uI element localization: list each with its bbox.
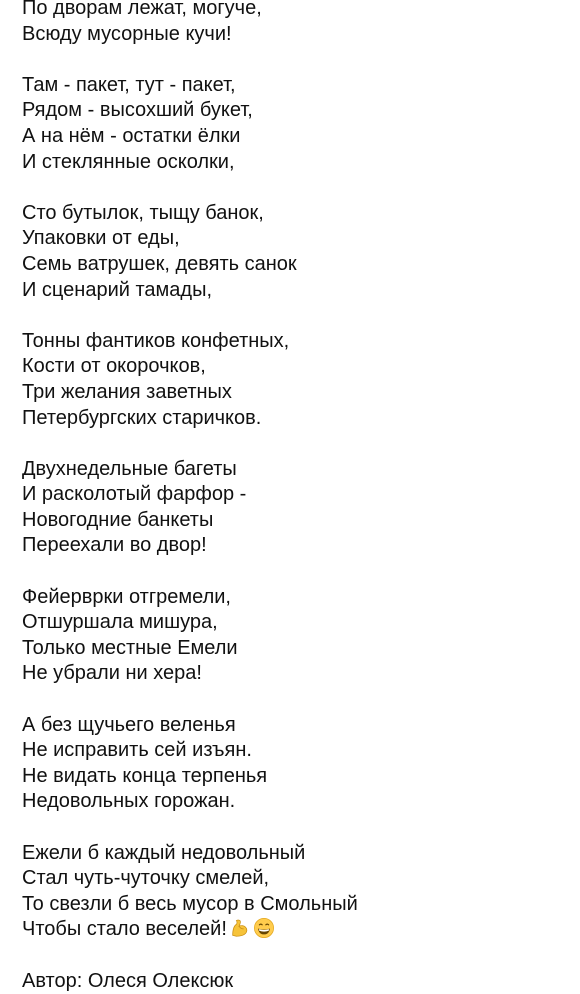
- poem-line: Ежели б каждый недовольный: [22, 841, 306, 864]
- poem-line: Двухнедельные багеты: [22, 457, 237, 480]
- poem-line: И сценарий тамады,: [22, 278, 213, 301]
- grinning-face-icon: [253, 917, 275, 939]
- poem-line: Новогодние банкеты: [22, 508, 214, 531]
- stanza-8: [22, 841, 562, 943]
- poem-line: Всюду мусорные кучи!: [22, 22, 232, 45]
- poem-line: Не видать конца терпенья: [22, 764, 268, 787]
- poem-line: Сто бутылок, тыщу банок,: [22, 201, 264, 224]
- poem-line: Тонны фантиков конфетных,: [22, 329, 290, 352]
- poem-line-text: Чтобы стало веселей!: [22, 918, 227, 941]
- poem-line: Не убрали ни хера!: [22, 662, 202, 685]
- stanza-7: [22, 713, 562, 815]
- poem: [22, 0, 562, 994]
- poem-line: Недовольных горожан.: [22, 790, 236, 813]
- poem-line: Рядом - высохший букет,: [22, 99, 253, 122]
- poem-line: Фейерврки отгремели,: [22, 585, 231, 608]
- stanza-6: [22, 585, 562, 687]
- poem-line: А без щучьего веленья: [22, 713, 236, 736]
- last-line-with-emoji: [22, 917, 562, 943]
- poem-line: Не исправить сей изъян.: [22, 739, 252, 762]
- poem-line: Там - пакет, тут - пакет,: [22, 73, 236, 96]
- poem-line: То свезли б весь мусор в Смольный: [22, 892, 358, 915]
- poem-line: Упаковки от еды,: [22, 227, 180, 250]
- flexed-biceps-icon: [229, 917, 251, 939]
- poem-line: А на нём - остатки ёлки: [22, 124, 241, 147]
- poem-line: И стеклянные осколки,: [22, 150, 235, 173]
- stanza-3: [22, 201, 562, 303]
- stanza-4: [22, 329, 562, 431]
- poem-line: Отшуршала мишура,: [22, 611, 218, 634]
- stanza-2: [22, 73, 562, 175]
- author-credit: Автор: Олеся Олексюк: [22, 969, 234, 992]
- poem-line: Петербургских старичков.: [22, 406, 262, 429]
- poem-line: Переехали во двор!: [22, 534, 207, 557]
- stanza-5: [22, 457, 562, 559]
- poem-line: Семь ватрушек, девять санок: [22, 252, 297, 275]
- stanza-1: [22, 0, 562, 47]
- poem-line: Кости от окорочков,: [22, 355, 206, 378]
- poem-line: Три желания заветных: [22, 380, 232, 403]
- poem-line: Только местные Емели: [22, 636, 238, 659]
- poem-line: Стал чуть-чуточку смелей,: [22, 867, 270, 890]
- poem-line: И расколотый фарфор -: [22, 483, 247, 506]
- poem-line: По дворам лежат, могуче,: [22, 0, 262, 19]
